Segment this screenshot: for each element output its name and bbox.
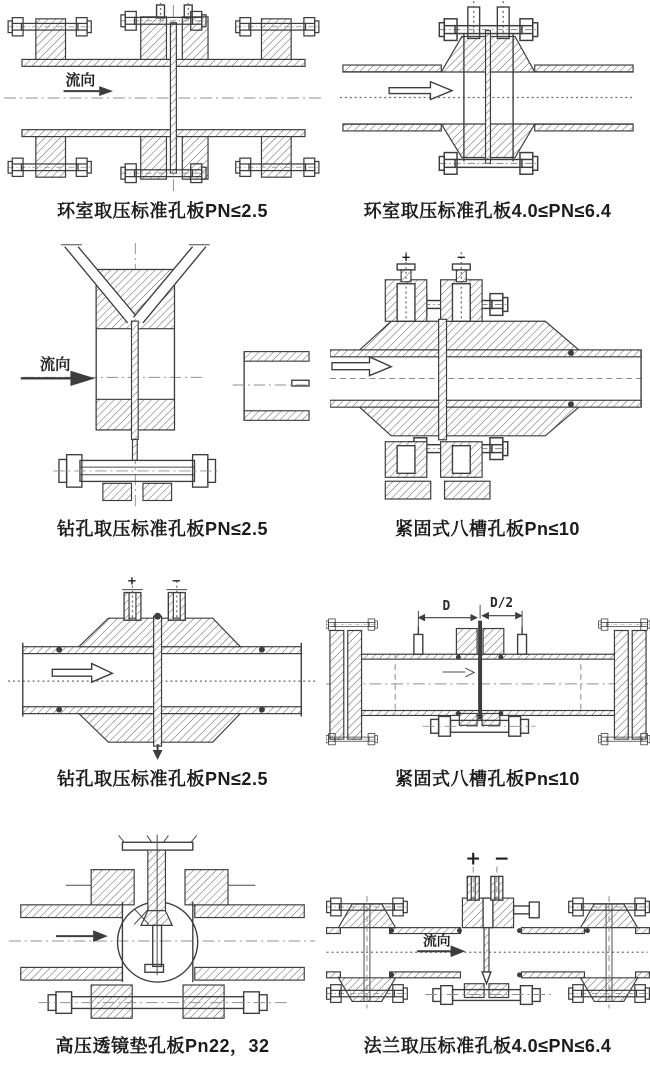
pipe — [350, 654, 627, 715]
orifice-clamp-blocks — [456, 621, 503, 720]
figure-caption: 高压透镜垫孔板Pn22，32 — [55, 1036, 270, 1056]
flow-arrow-icon — [331, 357, 390, 376]
figure-drilled-tap-welded — [0, 550, 325, 800]
bottom-clamp-assembly — [38, 985, 286, 1018]
drawing-ring-chamber-high-pn — [338, 1, 638, 193]
plus-tap-label: + — [464, 848, 481, 870]
row-1 — [0, 0, 650, 232]
orifice-plate — [482, 928, 491, 984]
figure-clamp-eight-slot-dimension — [325, 550, 650, 800]
drawing-ring-chamber-low-pn — [2, 3, 324, 193]
minus-tap-label: − — [493, 848, 510, 870]
minus-tap-label: − — [170, 573, 181, 588]
row-4 — [0, 800, 650, 1067]
bottom-bolt-assembly — [53, 455, 221, 501]
dim-d-label: D — [442, 598, 450, 614]
pipe — [4, 59, 322, 136]
lower-clamp-feet — [385, 442, 490, 499]
figure-caption: 紧固式八槽孔板Pn≤10 — [395, 519, 580, 539]
orifice-plate — [152, 613, 162, 760]
flow-arrow-icon — [389, 82, 452, 100]
flow-arrow-icon — [55, 930, 107, 942]
flow-direction-label: 流向 — [65, 73, 95, 90]
drawing-flange-tap-standard — [326, 843, 650, 1028]
figure-high-pressure-lens-gasket — [0, 800, 325, 1067]
flow-direction-label: 流向 — [39, 356, 70, 374]
dimension-annotation — [418, 596, 522, 629]
flow-arrow-icon — [442, 668, 474, 677]
figure-caption: 环室取压标准孔板4.0≤PN≤6.4 — [363, 201, 612, 221]
pipe — [330, 350, 641, 407]
flow-arrow-icon — [63, 71, 112, 96]
tap-nipples — [122, 574, 187, 620]
flow-arrow-icon — [52, 663, 112, 682]
bottom-bolt-assembly — [425, 984, 551, 1005]
figure-caption: 环室取压标准孔板PN≤2.5 — [57, 201, 268, 221]
figure-ring-chamber-high-pn — [325, 0, 650, 232]
flow-arrow-icon — [20, 356, 94, 386]
condensate-device — [462, 849, 539, 928]
orifice-plate — [131, 321, 138, 460]
tap-valves — [385, 252, 482, 321]
pipe-fragment — [232, 352, 308, 421]
figure-caption: 紧固式八槽孔板Pn≤10 — [395, 769, 580, 789]
figure-clamp-eight-slot-section — [325, 232, 650, 550]
figure-caption: 法兰取压标准孔板4.0≤PN≤6.4 — [363, 1036, 612, 1056]
drawing-clamp-eight-slot-dimension — [326, 581, 650, 761]
figure-caption: 钻孔取压标准孔板PN≤2.5 — [57, 769, 268, 789]
orifice-plate — [438, 319, 446, 439]
flow-direction-label: 流向 — [422, 933, 451, 949]
row-2 — [0, 232, 650, 550]
dim-d-half-label: D/2 — [489, 595, 513, 611]
drawing-high-pressure-lens-gasket — [9, 811, 317, 1028]
row-3 — [0, 550, 650, 800]
figure-drilled-tap-vertical — [0, 232, 325, 550]
drawing-drilled-tap-welded — [8, 559, 318, 761]
drawing-clamp-eight-slot-section — [330, 252, 646, 511]
figure-ring-chamber-low-pn — [0, 0, 325, 232]
drawing-drilled-tap-vertical — [15, 239, 311, 511]
weld-dot — [567, 401, 573, 407]
weld-dot — [567, 350, 573, 356]
flow-arrow-icon — [417, 932, 465, 957]
plus-tap-label: + — [400, 252, 411, 265]
minus-tap-label: − — [455, 252, 466, 265]
plus-tap-label: + — [126, 573, 137, 588]
figure-flange-tap-standard — [325, 800, 650, 1067]
figure-caption: 钻孔取压标准孔板PN≤2.5 — [57, 519, 268, 539]
